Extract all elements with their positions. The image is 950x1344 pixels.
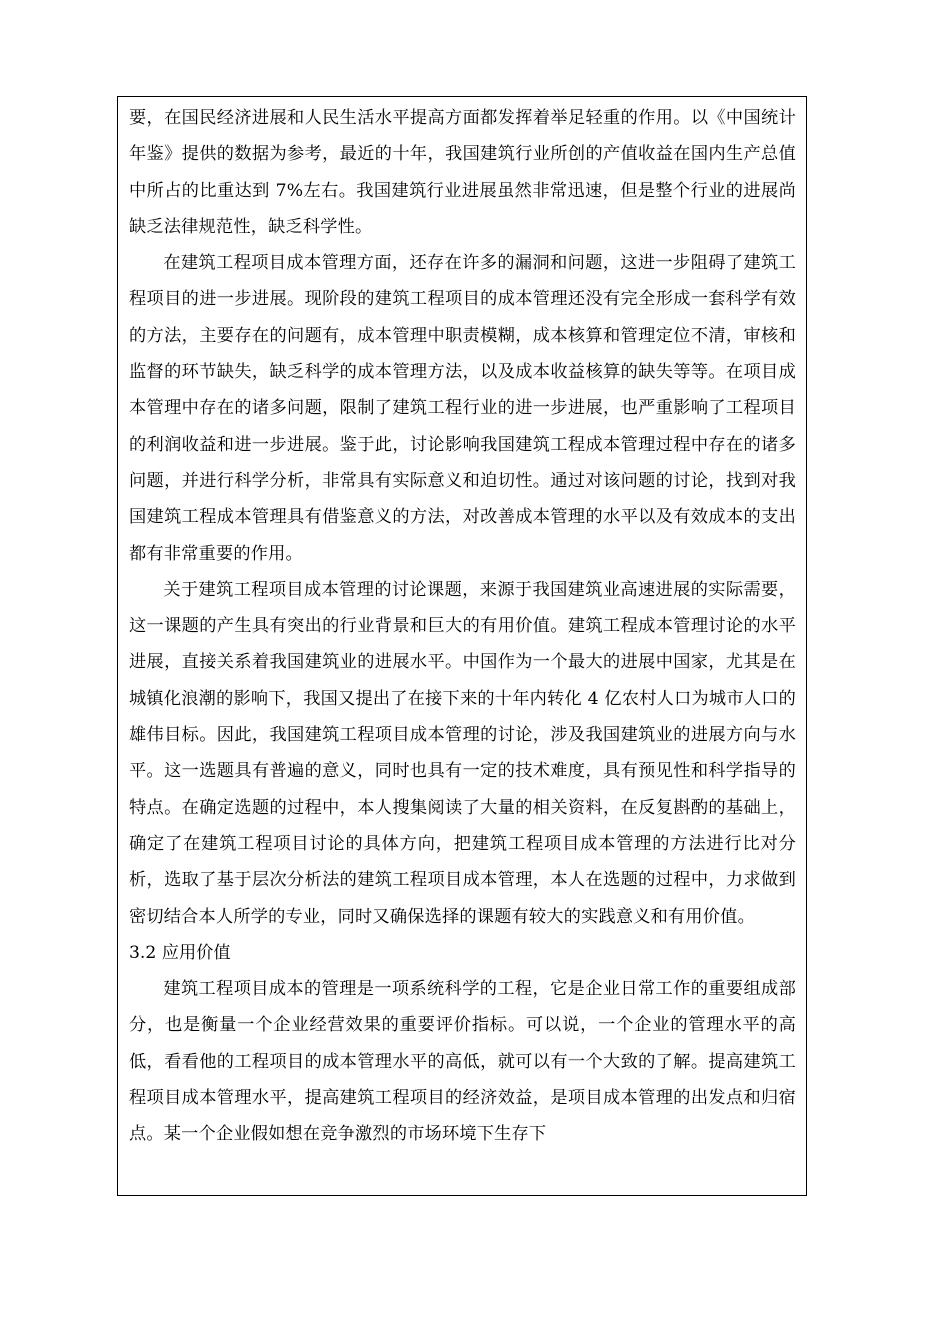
section-paragraph: 建筑工程项目成本的管理是一项系统科学的工程，它是企业日常工作的重要组成部分，也是衡量一个企业经营效果的重要评价指标。可以说，一个企业的管理水平的高低，看看他的工程项目的成本管理水平的高低，就可以有一个大致的了解。提高建筑工程项目成本管理水平，提高建筑工程项目的经济效益，是项目成本管理的出发点和归宿点。某一个企业假如想在竞争激烈的市场环境下生存下	[129, 979, 796, 1145]
paragraph-2: 在建筑工程项目成本管理方面，还存在许多的漏洞和问题，这进一步阻碍了建筑工程项目的进一步进展。现阶段的建筑工程项目的成本管理还没有完全形成一套科学有效的方法，主要存在的问题有，成本管理中职责模糊，成本核算和管理定位不清，审核和监督的环节缺失，缺乏科学的成本管理方法，以及成本收益核算的缺失等等。在项目成本管理中存在的诸多问题，限制了建筑工程行业的进一步进展，也严重影响了工程项目的利润收益和进一步进展。鉴于此，讨论影响我国建筑工程成本管理过程中存在的诸多问题，并进行科学分析，非常具有实际意义和迫切性。通过对该问题的讨论，找到对我国建筑工程成本管理具有借鉴意义的方法，对改善成本管理的水平以及有效成本的支出都有非常重要的作用。	[129, 253, 796, 564]
document-frame	[117, 96, 807, 1196]
paragraph-3: 关于建筑工程项目成本管理的讨论课题，来源于我国建筑业高速进展的实际需要，这一课题的产生具有突出的行业背景和巨大的有用价值。建筑工程成本管理讨论的水平进展，直接关系着我国建筑业的进展水平。中国作为一个最大的进展中国家，尤其是在城镇化浪潮的影响下，我国又提出了在接下来的十年内转化 4 亿农村人口为城市人口的雄伟目标。因此，我国建筑工程项目成本管理的讨论，涉及我国建筑业的进展方向与水平。这一选题具有普遍的意义，同时也具有一定的技术难度，具有预见性和科学指导的特点。在确定选题的过程中，本人搜集阅读了大量的相关资料，在反复斟酌的基础上，确定了在建筑工程项目讨论的具体方向，把建筑工程项目成本管理的方法进行比对分析，选取了基于层次分析法的建筑工程项目成本管理，本人在选题的过程中，力求做到密切结合本人所学的专业，同时又确保选择的课题有较大的实践意义和有用价值。	[129, 579, 796, 927]
paragraph-1: 要，在国民经济进展和人民生活水平提高方面都发挥着举足轻重的作用。以《中国统计年鉴》提供的数据为参考，最近的十年，我国建筑行业所创的产值收益在国内生产总值中所占的比重达到 7%左右。我国建筑行业进展虽然非常迅速，但是整个行业的进展尚缺乏法律规范性，缺乏科学性。	[129, 108, 796, 237]
section-heading: 3.2 应用价值	[129, 942, 231, 963]
